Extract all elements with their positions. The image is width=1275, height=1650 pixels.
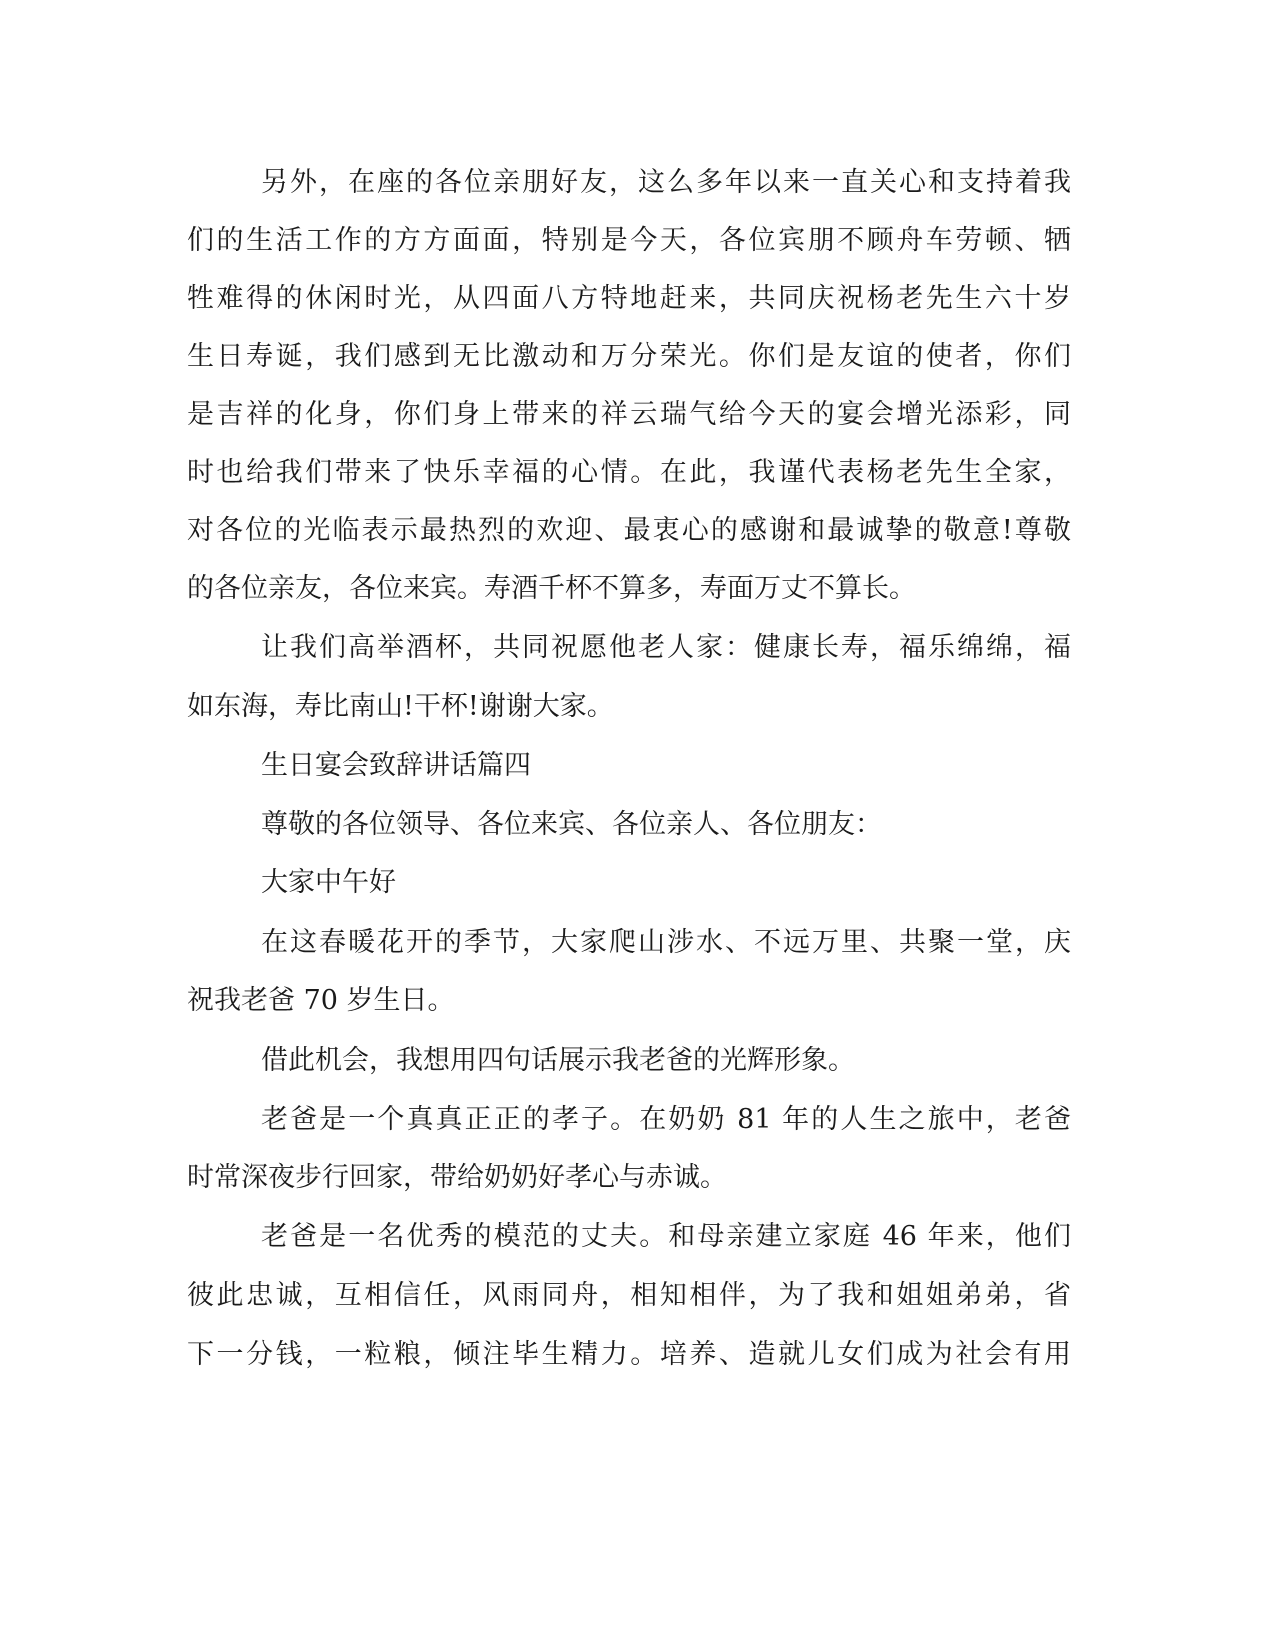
paragraph-line — [0, 1090, 1275, 1150]
salutation — [0, 795, 1275, 855]
paragraph-line — [0, 1266, 1275, 1326]
line-text: 生日寿诞，我们感到无比激动和万分荣光。你们是友谊的使者，你们 — [187, 341, 1071, 372]
line-text: 下一分钱，一粒粮，倾注毕生精力。培养、造就儿女们成为社会有用 — [187, 1339, 1071, 1370]
line-text: 老爸是一个真真正正的孝子。在奶奶 81 年的人生之旅中，老爸 — [261, 1104, 1071, 1135]
paragraph-line — [0, 385, 1275, 445]
paragraph-line — [0, 618, 1275, 678]
line-text: 彼此忠诚，互相信任，风雨同舟，相知相伴，为了我和姐姐弟弟，省 — [187, 1280, 1071, 1311]
line-text: 尊敬的各位领导、各位来宾、各位亲人、各位朋友： — [261, 809, 882, 840]
paragraph-line — [0, 971, 1275, 1031]
paragraph-line — [0, 1207, 1275, 1267]
paragraph-line — [0, 501, 1275, 561]
line-text: 大家中午好 — [261, 867, 396, 898]
heading-text: 生日宴会致辞讲话篇四 — [261, 750, 531, 781]
line-text: 在这春暖花开的季节，大家爬山涉水、不远万里、共聚一堂，庆 — [261, 927, 1071, 958]
line-text: 是吉祥的化身，你们身上带来的祥云瑞气给今天的宴会增光添彩，同 — [187, 399, 1071, 430]
paragraph-line — [0, 443, 1275, 503]
paragraph-line — [0, 153, 1275, 213]
line-text: 祝我老爸 70 岁生日。 — [187, 985, 455, 1016]
line-text: 们的生活工作的方方面面，特别是今天，各位宾朋不顾舟车劳顿、牺 — [187, 225, 1071, 256]
paragraph-line — [0, 327, 1275, 387]
paragraph-line — [0, 1325, 1275, 1385]
paragraph-line — [0, 913, 1275, 973]
section-heading — [0, 736, 1275, 796]
paragraph-line — [0, 269, 1275, 329]
line-text: 另外，在座的各位亲朋好友，这么多年以来一直关心和支持着我 — [261, 167, 1071, 198]
line-text: 时也给我们带来了快乐幸福的心情。在此，我谨代表杨老先生全家， — [187, 457, 1071, 488]
line-text: 老爸是一名优秀的模范的丈夫。和母亲建立家庭 46 年来，他们 — [261, 1221, 1071, 1252]
paragraph-line — [0, 1148, 1275, 1208]
paragraph-line — [0, 677, 1275, 737]
line-text: 的各位亲友，各位来宾。寿酒千杯不算多，寿面万丈不算长。 — [187, 573, 916, 604]
line-text: 时常深夜步行回家，带给奶奶好孝心与赤诚。 — [187, 1162, 727, 1193]
line-text: 借此机会，我想用四句话展示我老爸的光辉形象。 — [261, 1045, 855, 1076]
paragraph-line — [0, 211, 1275, 271]
paragraph-line — [0, 1031, 1275, 1091]
greeting — [0, 853, 1275, 913]
line-text: 对各位的光临表示最热烈的欢迎、最衷心的感谢和最诚挚的敬意!尊敬 — [187, 515, 1071, 546]
line-text: 如东海，寿比南山!干杯!谢谢大家。 — [187, 691, 614, 722]
line-text: 牲难得的休闲时光，从四面八方特地赶来，共同庆祝杨老先生六十岁 — [187, 283, 1071, 314]
line-text: 让我们高举酒杯，共同祝愿他老人家：健康长寿，福乐绵绵，福 — [261, 632, 1071, 663]
paragraph-line — [0, 559, 1275, 619]
